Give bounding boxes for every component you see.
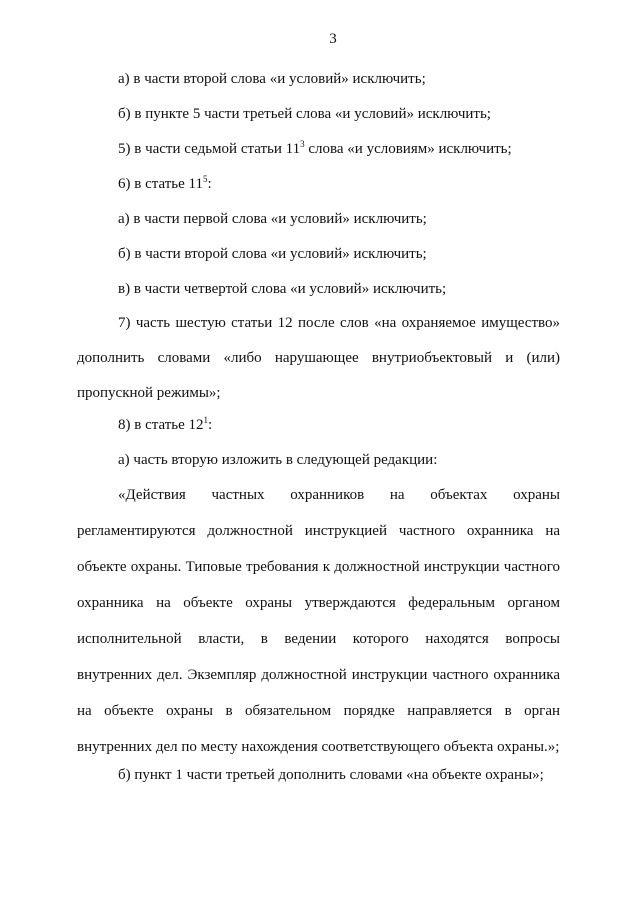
paragraph-line: на объекте охраны в обязательном порядке направляется в орган [77,703,560,719]
paragraph-line: а) часть вторую изложить в следующей редакции: [118,452,438,468]
paragraph-line: а) в части второй слова «и условий» исключить; [118,71,426,87]
paragraph-line: пропускной режимы»; [77,385,221,401]
paragraph-text: : [207,176,212,192]
paragraph-item-b-part-two [77,236,560,272]
paragraph-line: б) в пункте 5 части третьей слова «и условий» исключить; [118,106,491,122]
quoted-new-wording [77,477,560,765]
paragraph-line: «Действия частных охранников на объектах охраны [118,487,560,503]
paragraph-line: б) пункт 1 части третьей дополнить словами «на объекте охраны»; [118,767,544,783]
superscript-index: 3 [300,139,305,149]
paragraph-text: 6) в статье 11 [118,176,203,192]
paragraph-line: б) в части второй слова «и условий» исключить; [118,246,427,262]
page-number: 3 [329,31,337,47]
paragraph-line: дополнить словами «либо нарушающее внутриобъектовый и (или) [77,350,560,366]
paragraph-line: внутренних дел по месту нахождения соответствующего объекта охраны.»; [77,739,560,755]
paragraph-text: 5) в части седьмой статьи 11 [118,141,301,157]
paragraph-item-a-new-wording [77,442,560,478]
paragraph-line: объекте охраны. Типовые требования к должностной инструкции частного [77,559,560,575]
superscript-index: 1 [203,415,209,425]
paragraph-line: в) в части четвертой слова «и условий» исключить; [118,281,447,297]
paragraph-line: 7) часть шестую статьи 12 после слов «на охраняемое имущество» [118,315,560,331]
paragraph-line [77,131,560,167]
paragraph-line: внутренних дел. Экземпляр должностной инструкции частного охранника [77,667,560,683]
paragraph-item-a-part-two [77,61,560,97]
paragraph-item-7-article-12 [77,305,560,411]
paragraph-line: а) в части первой слова «и условий» исключить; [118,211,427,227]
paragraph-line: регламентируются должностной инструкцией частного охранника на [77,523,560,539]
paragraph-line: исполнительной власти, в ведении которого находятся вопросы [77,631,560,647]
superscript-index: 5 [203,174,208,184]
paragraph-item-5-article-11-3 [77,131,560,167]
paragraph-item-b-point-one [77,757,560,793]
paragraph-item-a-part-one [77,201,560,237]
paragraph-text: 8) в статье 12 [118,417,204,433]
paragraph-item-v-part-four [77,271,560,307]
paragraph-line [77,407,560,443]
paragraph-item-b-point-five [77,96,560,132]
paragraph-line [77,166,560,202]
paragraph-text: : [208,417,213,433]
paragraph-line: охранника на объекте охраны утверждаются федеральным органом [77,595,560,611]
paragraph-item-8-article-12-1 [77,407,560,443]
paragraph-text: слова «и условиям» исключить; [304,141,512,157]
paragraph-item-6-article-11-5 [77,166,560,202]
